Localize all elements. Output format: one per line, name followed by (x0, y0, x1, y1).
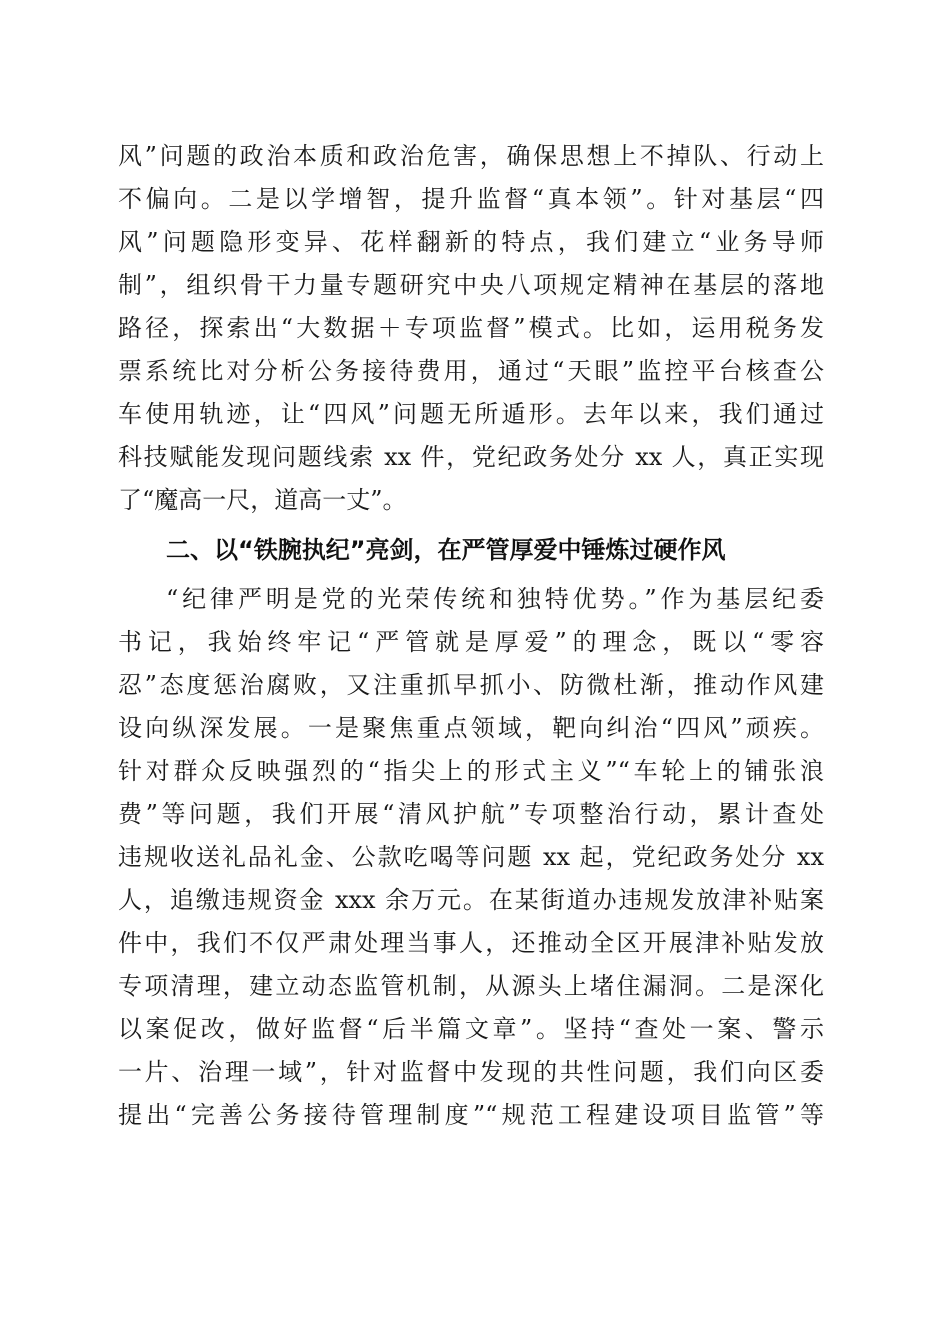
text-line: 提出“完善公务接待管理制度”“规范工程建设项目监管”等 (118, 1101, 824, 1129)
paragraph-2 (118, 578, 824, 1137)
text-line: 一片、治理一域”，针对监督中发现的共性问题，我们向区委 (118, 1058, 824, 1086)
text-line: 路径，探索出“大数据＋专项监督”模式。比如，运用税务发 (118, 314, 824, 342)
text-line: 以案促改，做好监督“后半篇文章”。坚持“查处一案、警示 (118, 1015, 824, 1043)
text-line: 科技赋能发现问题线索 xx 件，党纪政务处分 xx 人，真正实现 (118, 443, 824, 471)
text-line: 针对群众反映强烈的“指尖上的形式主义”“车轮上的铺张浪 (118, 757, 824, 785)
section-heading: 二、以“铁腕执纪”亮剑，在严管厚爱中锤炼过硬作风 (166, 536, 726, 564)
text-line: 专项清理，建立动态监管机制，从源头上堵住漏洞。二是深化 (118, 972, 824, 1000)
text-line: 风”问题的政治本质和政治危害，确保思想上不掉队、行动上 (118, 142, 824, 170)
text-line: 不偏向。二是以学增智，提升监督“真本领”。针对基层“四 (118, 185, 824, 213)
text-line: 违规收送礼品礼金、公款吃喝等问题 xx 起，党纪政务处分 xx (118, 843, 824, 871)
text-line: 设向纵深发展。一是聚焦重点领域，靶向纠治“四风”顽疾。 (118, 714, 824, 742)
text-line: 件中，我们不仅严肃处理当事人，还推动全区开展津补贴发放 (118, 929, 824, 957)
text-line: 风”问题隐形变异、花样翻新的特点，我们建立“业务导师 (118, 228, 824, 256)
text-line: “纪律严明是党的光荣传统和独特优势。”作为基层纪委 (166, 585, 824, 613)
text-line: 制”，组织骨干力量专题研究中央八项规定精神在基层的落地 (118, 271, 824, 299)
paragraph-1 (118, 135, 824, 522)
document-body (118, 135, 824, 1137)
text-line: 票系统比对分析公务接待费用，通过“天眼”监控平台核查公 (118, 357, 824, 385)
text-line: 忍”态度惩治腐败，又注重抓早抓小、防微杜渐，推动作风建 (118, 671, 824, 699)
text-line: 费”等问题，我们开展“清风护航”专项整治行动，累计查处 (118, 800, 824, 828)
text-line: 书记，我始终牢记“严管就是厚爱”的理念，既以“零容 (118, 628, 824, 656)
text-line: 了“魔高一尺，道高一丈”。 (118, 486, 407, 514)
text-line: 人，追缴违规资金 xxx 余万元。在某街道办违规发放津补贴案 (118, 886, 824, 914)
text-line: 车使用轨迹，让“四风”问题无所遁形。去年以来，我们通过 (118, 400, 824, 428)
